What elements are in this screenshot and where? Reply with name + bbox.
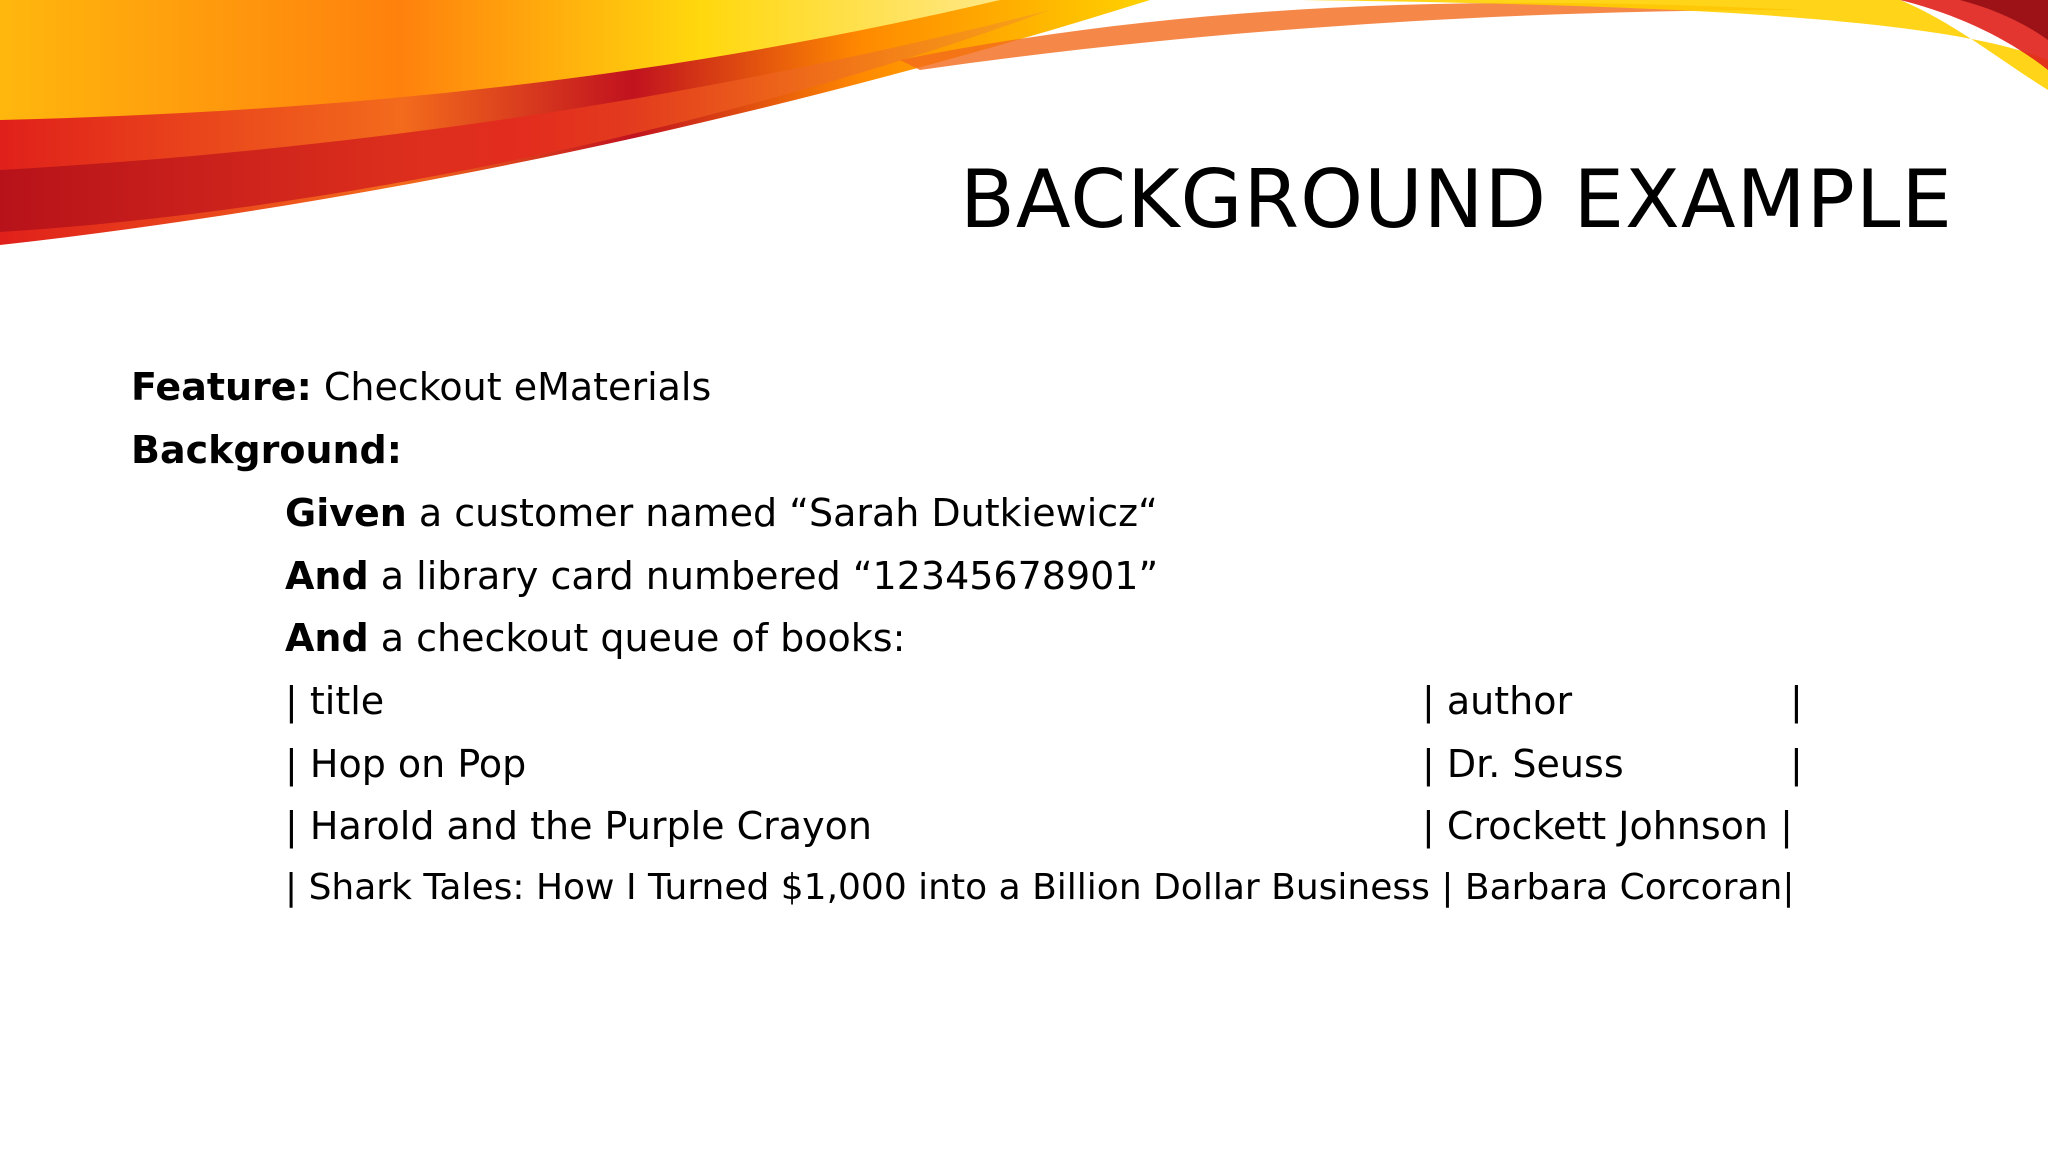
step-text: a checkout queue of books: [380,616,906,660]
table-header-author: | author [1422,679,1573,723]
slide-title: BACKGROUND EXAMPLE [960,153,1953,246]
step-keyword: And [285,616,369,660]
background-line [131,428,402,472]
step-text: a library card numbered “12345678901” [380,554,1159,598]
step-text: a customer named “Sarah Dutkiewicz“ [418,491,1158,535]
table-row-title: | Hop on Pop [285,742,527,786]
table-row-author: | Crockett Johnson | [1422,804,1793,848]
table-header-title: | title [285,679,385,723]
feature-line [131,365,712,409]
feature-keyword: Feature: [131,365,312,409]
step-and-card [285,554,1159,598]
step-and-queue [285,616,906,660]
table-row-author: | Dr. Seuss [1422,742,1624,786]
table-row-end: | [1790,742,1803,786]
step-keyword: And [285,554,369,598]
feature-text: Checkout eMaterials [323,365,712,409]
table-row-title: | Harold and the Purple Crayon [285,804,872,848]
step-given [285,491,1158,535]
table-row-full: | Shark Tales: How I Turned $1,000 into a Billion Dollar Business | Barbara Corcoran| [285,867,1795,908]
step-keyword: Given [285,491,407,535]
background-keyword: Background: [131,428,402,472]
table-header-end: | [1790,679,1803,723]
